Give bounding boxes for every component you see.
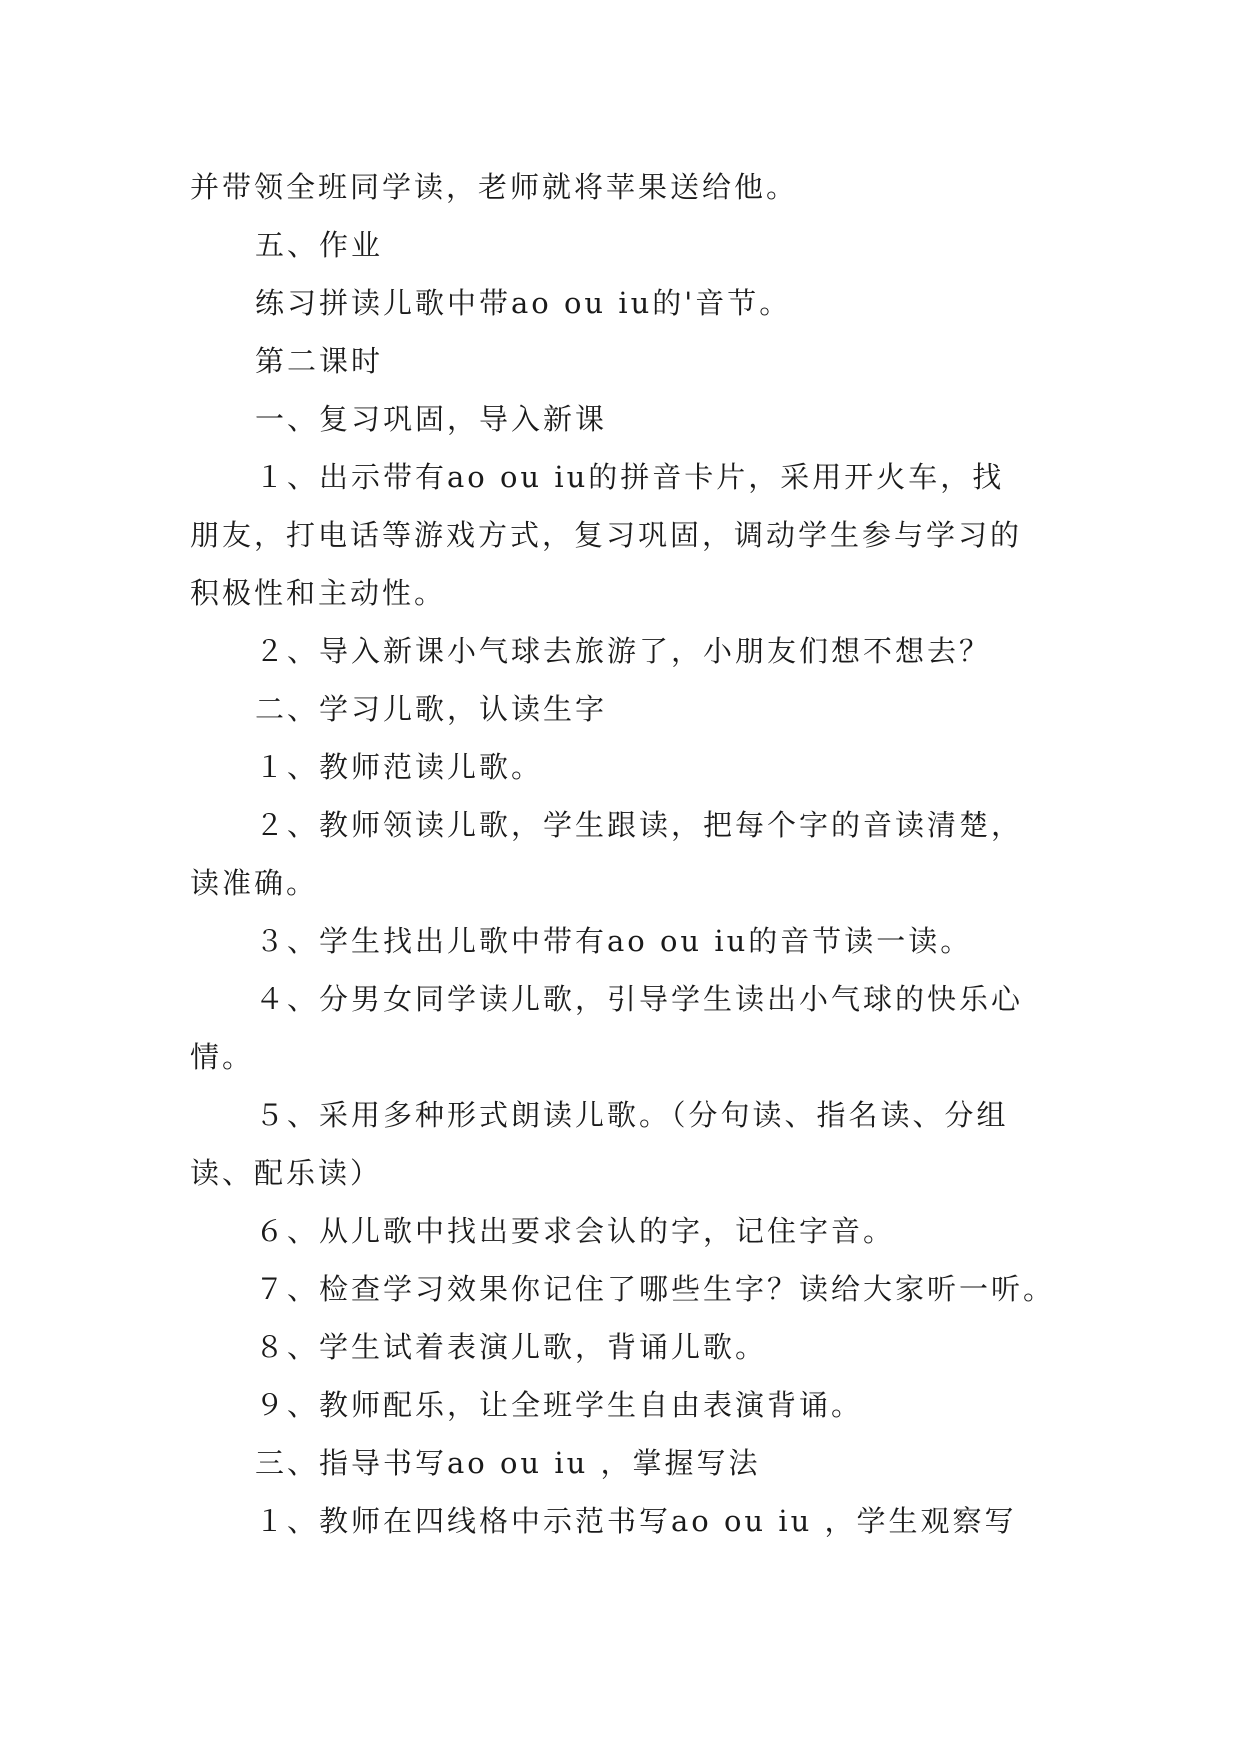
text-line: ６、从儿歌中找出要求会认的字，记住字音。 — [255, 1214, 896, 1248]
text-line: 朋友，打电话等游戏方式，复习巩固，调动学生参与学习的 — [190, 518, 1023, 552]
text-line: ８、学生试着表演儿歌，背诵儿歌。 — [255, 1330, 768, 1364]
section-heading: 二、学习儿歌，认读生字 — [255, 692, 608, 726]
section-heading: 第二课时 — [255, 344, 384, 378]
text-line: １、出示带有ao ou iu的拼音卡片，采用开火车，找 — [255, 460, 1005, 494]
text-line: ４、分男女同学读儿歌，引导学生读出小气球的快乐心 — [255, 982, 1024, 1016]
text-line: 情。 — [190, 1040, 255, 1074]
text-line: １、教师在四线格中示范书写ao ou iu ，学生观察写 — [255, 1504, 1017, 1538]
section-heading: 一、复习巩固，导入新课 — [255, 402, 608, 436]
text-line: ５、采用多种形式朗读儿歌。（分句读、指名读、分组 — [255, 1098, 1009, 1132]
text-line: ３、学生找出儿歌中带有ao ou iu的音节读一读。 — [255, 924, 973, 958]
text-line: 并带领全班同学读，老师就将苹果送给他。 — [190, 170, 799, 204]
text-line: 积极性和主动性。 — [190, 576, 447, 610]
text-line: １、教师范读儿歌。 — [255, 750, 544, 784]
text-line: 读准确。 — [190, 866, 319, 900]
text-line: ２、导入新课小气球去旅游了，小朋友们想不想去？ — [255, 634, 992, 668]
text-line: ９、教师配乐，让全班学生自由表演背诵。 — [255, 1388, 864, 1422]
text-line: ７、检查学习效果你记住了哪些生字？读给大家听一听。 — [255, 1272, 1056, 1306]
text-line: ２、教师领读儿歌，学生跟读，把每个字的音读清楚， — [255, 808, 1024, 842]
section-heading: 三、指导书写ao ou iu ，掌握写法 — [255, 1446, 761, 1480]
section-heading: 五、作业 — [255, 228, 384, 262]
text-line: 练习拼读儿歌中带ao ou iu的'音节。 — [255, 286, 792, 320]
text-line: 读、配乐读） — [190, 1156, 383, 1190]
